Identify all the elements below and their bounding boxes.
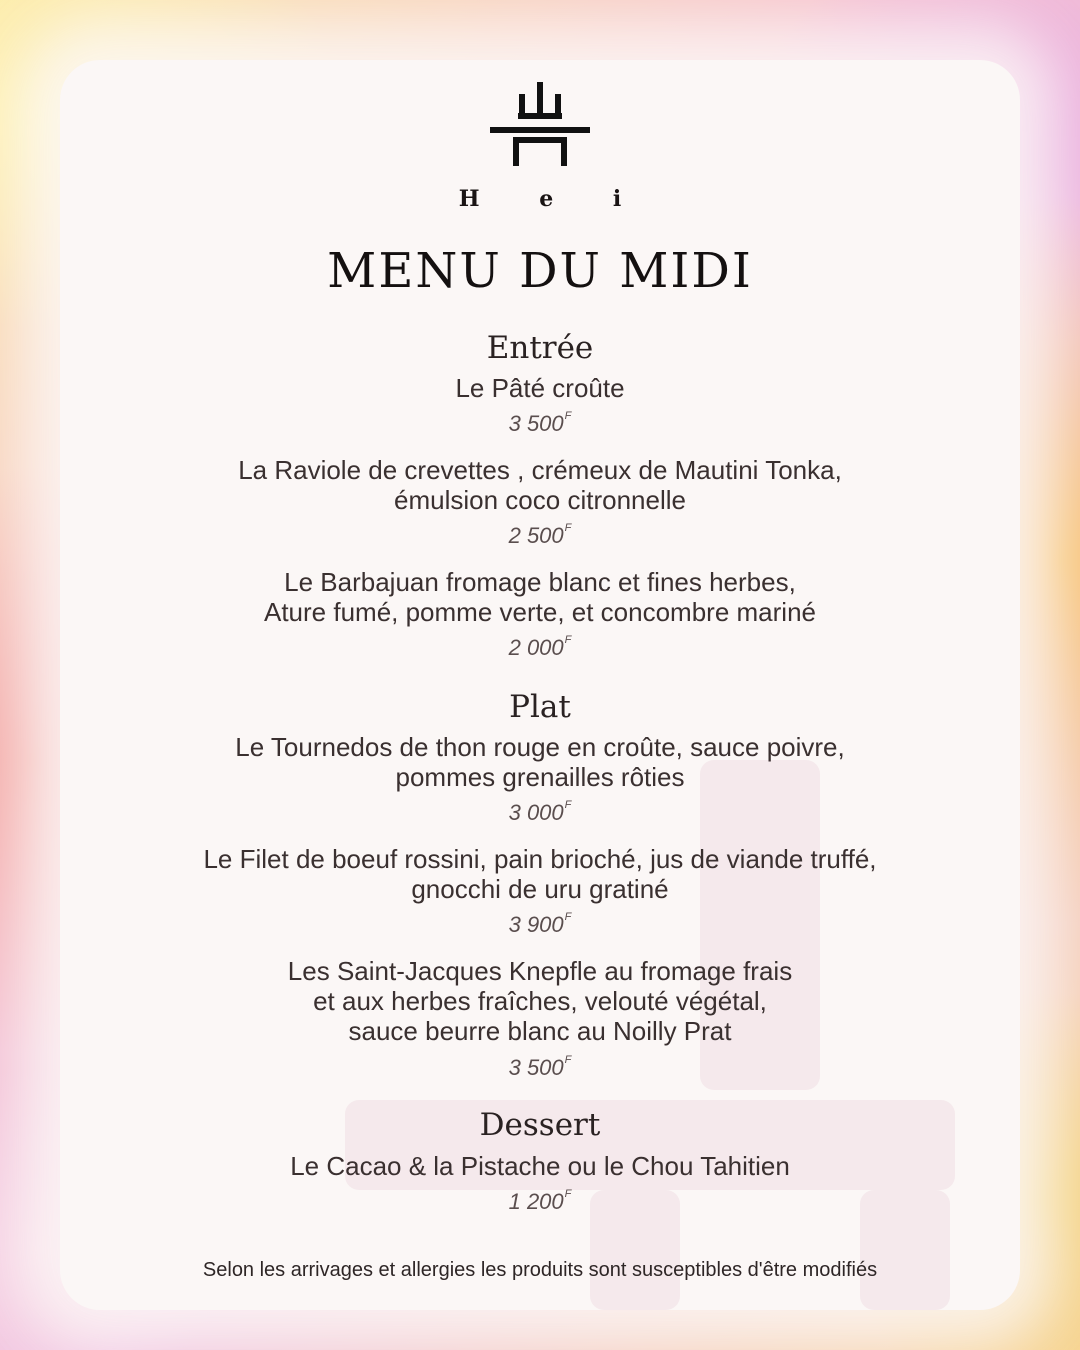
dish-name: Le Filet de boeuf rossini, pain brioché, jus de viande truffé, gnocchi de uru gratiné [203, 844, 877, 904]
dish-name: Les Saint-Jacques Knepfle au fromage frais et aux herbes fraîches, velouté végétal, sauce beurre blanc au Noilly Prat [287, 956, 793, 1046]
section-title-plat: Plat [509, 689, 571, 725]
dish-price: 3 $500^F$ [508, 410, 572, 436]
footer-note: Selon les arrivages et allergies les produits sont susceptibles d'être modifiés [202, 1259, 878, 1281]
dish-name: La Raviole de crevettes , crémeux de Mautini Tonka, émulsion coco citronnelle [238, 455, 842, 515]
dish-name: Le Barbajuan fromage blanc et fines herbes, Ature fumé, pomme verte, et concombre mariné [263, 567, 816, 627]
dish-price: 3 $500^F$ [508, 1054, 572, 1080]
dish-name: Le Tournedos de thon rouge en croûte, sauce poivre, pommes grenailles rôties [235, 732, 845, 792]
dish-price: 1 $200^F$ [508, 1188, 572, 1214]
dish-price: 2 $500^F$ [508, 522, 572, 548]
page-title: MENU DU MIDI [327, 243, 753, 299]
section-title-entree: Entrée [486, 330, 594, 366]
dish-name: Le Pâté croûte [455, 373, 625, 403]
hei-logo-icon [488, 80, 592, 170]
section-title-dessert: Dessert [479, 1107, 601, 1143]
dish-price: 3 $900^F$ [508, 911, 572, 937]
dish-price: 3 $000^F$ [508, 799, 572, 825]
brand-name: H e i [458, 186, 648, 212]
dish-name: Le Cacao & la Pistache ou le Chou Tahitien [290, 1151, 790, 1181]
dish-price: 2 $000^F$ [508, 634, 572, 660]
